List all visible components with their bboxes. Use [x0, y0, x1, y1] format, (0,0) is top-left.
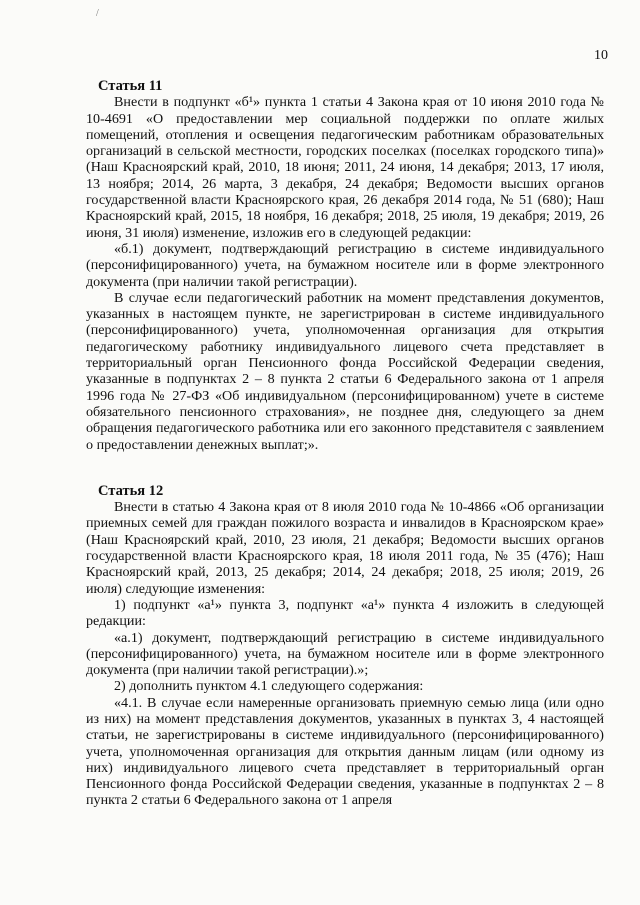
- document-body: [86, 78, 604, 809]
- article-12-paragraph: «4.1. В случае если намеренные организовать приемную семью лица (или одно из них) на момент представления документов, указанных в пунктах 3, 4 настоящей статьи, не зарегистрированы в системе индивидуального (персонифицированного) учета, уполномоченная организация для открытия данным лицам (или одному из них) индивидуального лицевого счета представляет в территориальный орган Пенсионного фонда Российской Федерации сведения, указанные в подпунктах 2 – 8 пункта 2 статьи 6 Федерального закона от 1 апреля: [86, 694, 604, 809]
- page-number: 10: [594, 48, 608, 63]
- article-11-paragraph: «б.1) документ, подтверждающий регистрацию в системе индивидуального (персонифицированного) учета, на бумажном носителе или в форме электронного документа (при наличии такой регистрации).: [86, 240, 604, 290]
- article-12-paragraph: Внести в статью 4 Закона края от 8 июля 2010 года № 10-4866 «Об организации приемных семей для граждан пожилого возраста и инвалидов в Красноярском крае» (Наш Красноярский край, 2010, 23 июля, 21 декабря; Ведомости высших органов государственной власти Красноярского края, 18 июля 2011 года, № 35 (476); Наш Красноярский край, 2013, 25 декабря; 2014, 24 декабря; 2018, 25 июля; 2019, 26 июля) следующие изменения:: [86, 499, 604, 597]
- article-11-paragraph: Внести в подпункт «б¹» пункта 1 статьи 4 Закона края от 10 июня 2010 года № 10-4691 «О предоставлении мер социальной поддержки по оплате жилых помещений, отопления и освещения педагогическим работникам образовательных организаций в сельской местности, городских поселках (поселках городского типа)» (Наш Красноярский край, 2010, 18 июня; 2011, 24 июня, 14 декабря; 2013, 17 июля, 13 ноября; 2014, 26 марта, 3 декабря, 24 декабря; Ведомости высших органов государственной власти Красноярского края, 26 декабря 2014 года, № 51 (680); Наш Красноярский край, 2015, 18 ноября, 16 декабря; 2018, 25 июля, 19 декабря; 2019, 26 июня, 31 июля) изменение, изложив его в следующей редакции:: [86, 94, 604, 241]
- article-12-heading: Статья 12: [98, 482, 164, 499]
- article-11-heading: Статья 11: [98, 78, 163, 94]
- article-11-paragraph: В случае если педагогический работник на момент представления документов, указанных в настоящем пункте, не зарегистрирован в системе индивидуального (персонифицированного) учета, уполномоченная организация для открытия педагогическому работнику индивидуального лицевого счета представляет в территориальный орган Пенсионного фонда Российской Федерации сведения, указанные в подпунктах 2 – 8 пункта 2 статьи 6 Федерального закона от 1 апреля 1996 года № 27-ФЗ «Об индивидуальном (персонифицированном) учете в системе обязательного пенсионного страхования», не позднее дня, следующего за днем обращения педагогического работника или его законного представителя с заявлением о предоставлении денежных выплат;».: [86, 289, 604, 453]
- article-12-paragraph: 2) дополнить пунктом 4.1 следующего содержания:: [114, 678, 424, 695]
- article-12-paragraph: 1) подпункт «а¹» пункта 3, подпункт «а¹» пункта 4 изложить в следующей редакции:: [86, 596, 604, 630]
- scan-mark: /: [96, 8, 99, 19]
- article-12-paragraph: «а.1) документ, подтверждающий регистрацию в системе индивидуального (персонифицированного) учета, на бумажном носителе или в форме электронного документа (при наличии такой регистрации).»;: [86, 629, 604, 679]
- spacer: [86, 453, 604, 469]
